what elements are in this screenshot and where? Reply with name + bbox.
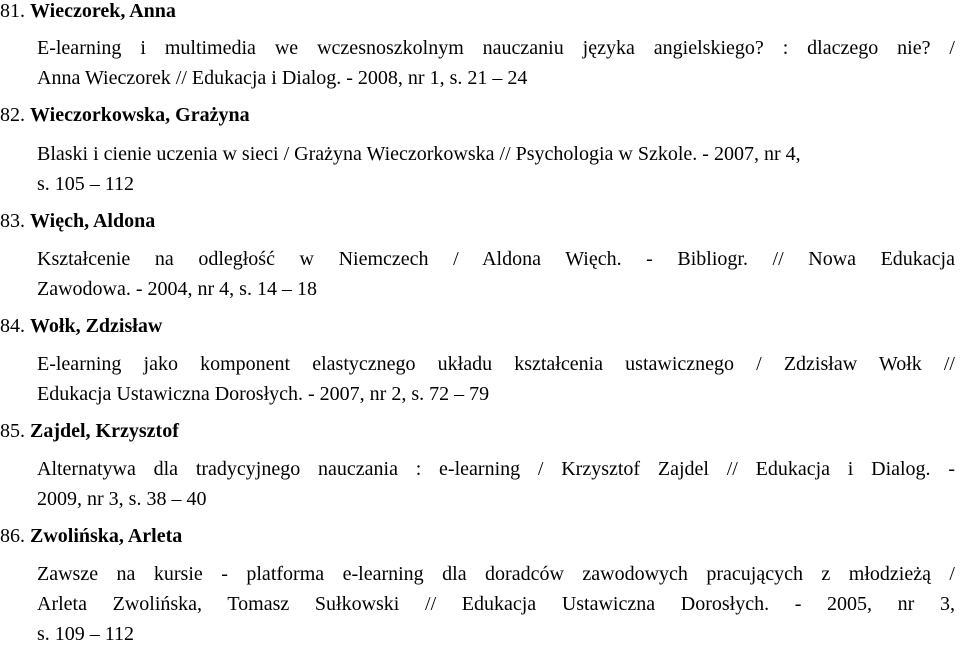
entry-author: Wieczorkowska, Grażyna xyxy=(30,104,250,126)
entry-86-heading xyxy=(0,525,182,547)
citation-line: Arleta Zwolińska, Tomasz Sułkowski // Edukacja Ustawiczna Dorosłych. - 2005, nr 3, xyxy=(37,593,955,615)
citation-line: Zawsze na kursie - platforma e-learning dla doradców zawodowych pracujących z młodzieżą / xyxy=(37,563,955,585)
citation-line: Zawodowa. - 2004, nr 4, s. 14 – 18 xyxy=(37,278,317,300)
entry-85-heading xyxy=(0,420,179,442)
citation-line: Alternatywa dla tradycyjnego nauczania : e-learning / Krzysztof Zajdel // Edukacja i Dialog. - xyxy=(37,458,955,480)
citation-line: s. 109 – 112 xyxy=(37,623,135,645)
citation-line: Kształcenie na odległość w Niemczech / Aldona Więch. - Bibliogr. // Nowa Edukacja xyxy=(37,248,955,270)
entry-number: 82. xyxy=(0,104,25,126)
entry-83-heading xyxy=(0,210,155,232)
entry-81-heading xyxy=(0,0,176,22)
entry-number: 86. xyxy=(0,525,25,547)
entry-number: 85. xyxy=(0,420,25,442)
entry-86-citation xyxy=(37,559,955,649)
citation-line: E-learning jako komponent elastycznego układu kształcenia ustawicznego / Zdzisław Wołk // xyxy=(37,353,955,375)
entry-85-citation xyxy=(37,454,955,514)
entry-84-heading xyxy=(0,315,162,337)
entry-84-citation xyxy=(37,349,955,409)
citation-line: 2009, nr 3, s. 38 – 40 xyxy=(37,488,207,510)
entry-83-citation xyxy=(37,244,955,304)
citation-line: E-learning i multimedia we wczesnoszkolnym nauczaniu języka angielskiego? : dlaczego nie? / xyxy=(37,37,955,59)
citation-line: s. 105 – 112 xyxy=(37,173,135,195)
entry-82-heading xyxy=(0,104,250,126)
citation-line: Blaski i cienie uczenia w sieci / Grażyna Wieczorkowska // Psychologia w Szkole. - 2007, nr 4, xyxy=(37,143,801,165)
entry-82-citation xyxy=(37,139,955,199)
citation-line: Edukacja Ustawiczna Dorosłych. - 2007, nr 2, s. 72 – 79 xyxy=(37,383,490,405)
entry-author: Wołk, Zdzisław xyxy=(30,315,163,337)
entry-author: Więch, Aldona xyxy=(30,210,156,232)
entry-author: Zwolińska, Arleta xyxy=(30,525,183,547)
entry-number: 84. xyxy=(0,315,25,337)
entry-author: Zajdel, Krzysztof xyxy=(30,420,179,442)
entry-number: 81. xyxy=(0,0,25,22)
entry-author: Wieczorek, Anna xyxy=(30,0,176,22)
entry-81-citation xyxy=(37,33,955,93)
entry-number: 83. xyxy=(0,210,25,232)
citation-line: Anna Wieczorek // Edukacja i Dialog. - 2008, nr 1, s. 21 – 24 xyxy=(37,67,528,89)
